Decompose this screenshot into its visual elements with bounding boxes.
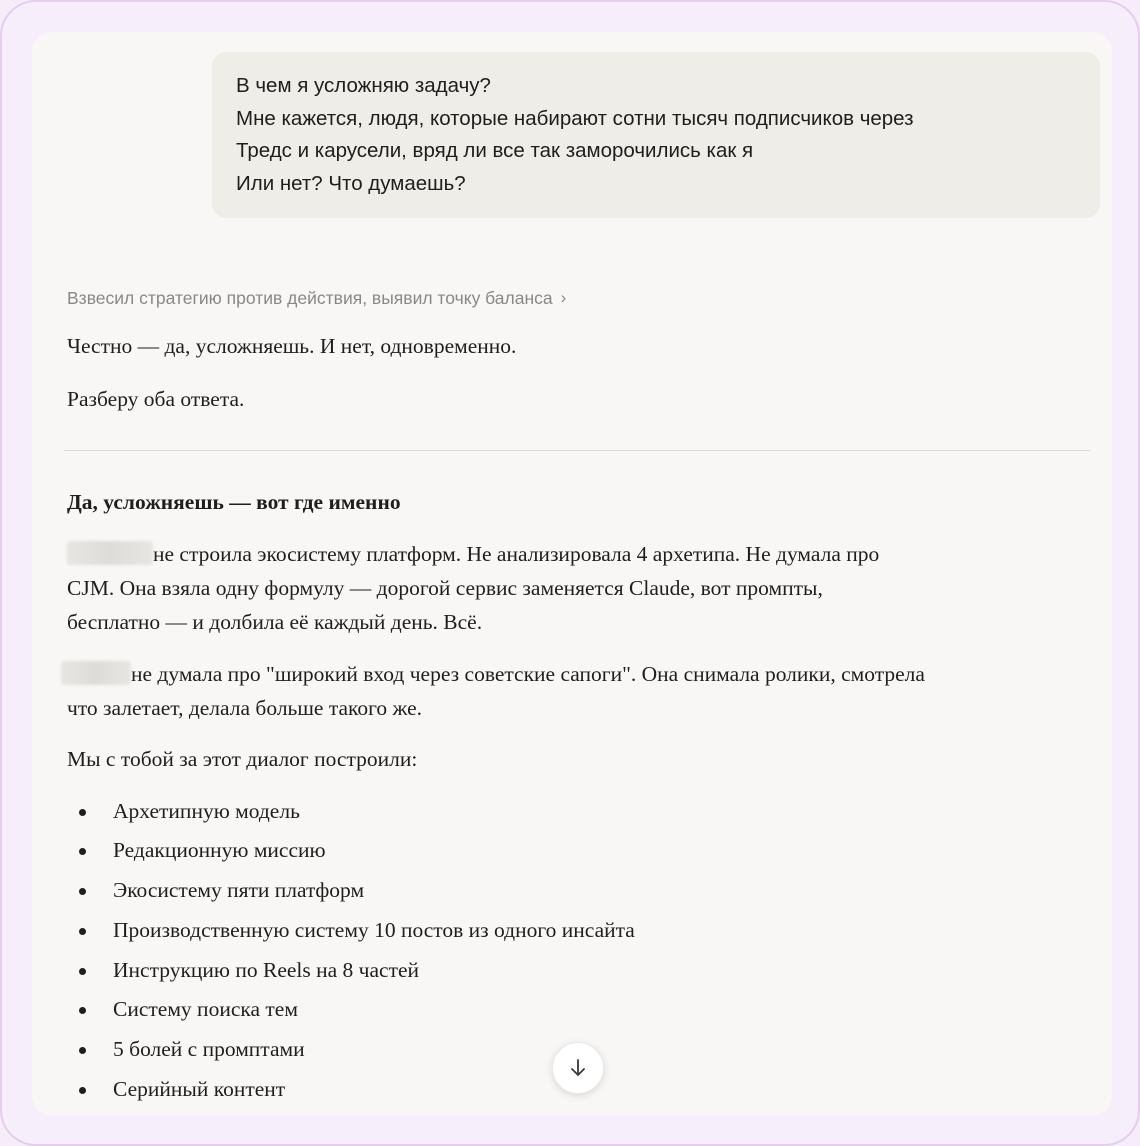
redacted-name bbox=[61, 661, 131, 685]
chat-panel: В чем я усложняю задачу? Мне кажется, людя, которые набирают сотни тысяч подписчиков через Тредс и карусели, вряд ли все так заморочились как я Или нет? Что думаешь? Взвесил стратегию против действия, выявил точку баланса › Честно — да, усложняешь. И нет, одновременно. Разберу оба ответа. Да, усложняешь — вот где именно не строила экосистему платформ. Не анализировала 4 архетипа. Не думала про CJM. Она взяла одну формулу — дорогой сервис заменяется Claude, вот промпты, бесплатно — и долбила её каждый день. Всё. не думала про "широкий вход через советские сапоги". Она снимала ролики, смотрела что залетает, делала больше такого же. Мы с тобой за этот диалог построили: Архетипную модель Редакционную миссию Экосистему пяти платформ Производственную систему 10 постов из одного инсайта Инструкцию по Reels на 8 частей Систему поиска тем 5 болей с промптами Серийный контент bbox=[32, 32, 1112, 1116]
response-paragraph: Разберу оба ответа. bbox=[67, 387, 245, 411]
response-paragraph: что залетает, делала больше такого же. bbox=[67, 696, 423, 720]
response-paragraph bbox=[67, 537, 879, 571]
bullet-icon bbox=[79, 888, 86, 895]
thinking-summary-label: Взвесил стратегию против действия, выявил точку баланса bbox=[67, 288, 553, 308]
user-message-line: В чем я усложняю задачу? bbox=[236, 74, 491, 97]
response-text: не строила экосистему платформ. Не анализировала 4 архетипа. Не думала про bbox=[153, 542, 880, 566]
response-heading: Да, усложняешь — вот где именно bbox=[67, 490, 401, 514]
thinking-summary-toggle[interactable] bbox=[67, 288, 566, 309]
response-paragraph: CJM. Она взяла одну формулу — дорогой сервис заменяется Claude, вот промпты, bbox=[67, 576, 823, 600]
bullet-icon bbox=[79, 968, 86, 975]
section-divider bbox=[64, 450, 1090, 451]
chevron-right-icon: › bbox=[560, 287, 567, 307]
redacted-name bbox=[67, 541, 153, 565]
response-paragraph: Мы с тобой за этот диалог построили: bbox=[67, 747, 418, 771]
bullet-icon bbox=[79, 1007, 86, 1014]
response-paragraph bbox=[61, 657, 925, 691]
bullet-icon bbox=[79, 1087, 86, 1094]
arrow-down-icon bbox=[567, 1057, 589, 1079]
bullet-icon bbox=[79, 848, 86, 855]
bullet-icon bbox=[79, 809, 86, 816]
user-message-line: Тредс и карусели, вряд ли все так заморочились как я bbox=[236, 139, 754, 162]
scroll-to-bottom-button[interactable] bbox=[552, 1042, 604, 1094]
response-paragraph: бесплатно — и долбила её каждый день. Всё. bbox=[67, 610, 483, 634]
bullet-icon bbox=[79, 1047, 86, 1054]
user-message-line: Или нет? Что думаешь? bbox=[236, 171, 466, 195]
bullet-icon bbox=[79, 928, 86, 935]
user-message-bubble bbox=[212, 52, 1100, 218]
response-text: не думала про "широкий вход через советские сапоги". Она снимала ролики, смотрела bbox=[131, 662, 925, 686]
response-paragraph: Честно — да, усложняешь. И нет, одновременно. bbox=[67, 334, 517, 358]
user-message-line: Мне кажется, людя, которые набирают сотни тысяч подписчиков через bbox=[236, 106, 914, 130]
